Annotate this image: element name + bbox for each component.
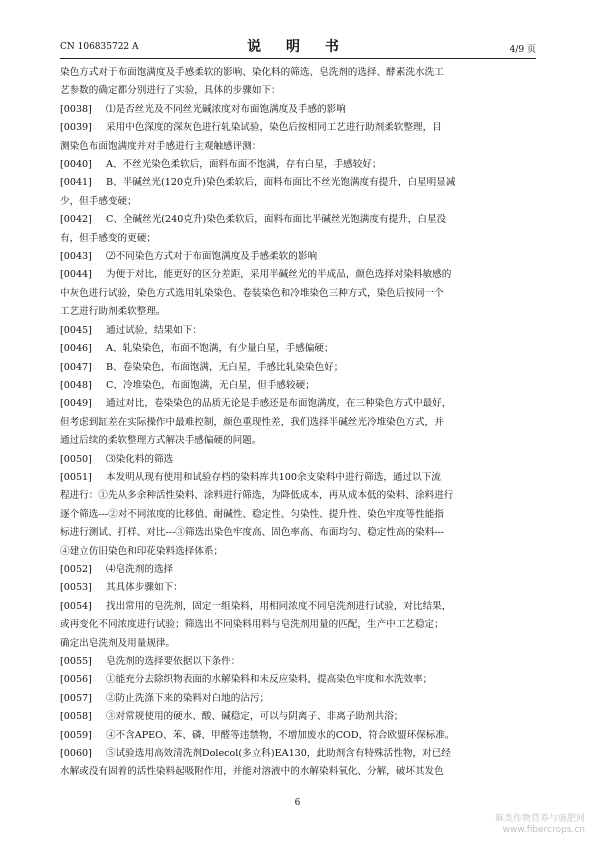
body-line bbox=[60, 322, 536, 340]
line-text: ①能充分去除织物表面的水解染料和未反应染料，提高染色牢度和水洗效率； bbox=[106, 674, 433, 686]
body-line bbox=[60, 598, 536, 616]
body-line bbox=[60, 708, 536, 726]
body-line bbox=[60, 82, 536, 100]
paragraph-number: [0044] bbox=[60, 269, 92, 281]
line-text: 逐个筛选---②对不同浓度的比移值、耐碱性、稳定性、匀染性、提升性、染色牢度等性能指 bbox=[60, 508, 444, 520]
line-text: 有，但手感变的更硬； bbox=[60, 232, 156, 244]
line-text: 其具体步骤如下： bbox=[106, 582, 183, 594]
paragraph-number: [0054] bbox=[60, 600, 92, 612]
paragraph-number: [0040] bbox=[60, 159, 92, 171]
body-line bbox=[60, 230, 536, 248]
line-text: A、不丝光染色柔软后，面料布面不饱满，存有白星，手感较好； bbox=[106, 159, 382, 171]
paragraph-number: [0049] bbox=[60, 398, 92, 410]
line-text: 皂洗剂的选择要依据以下条件： bbox=[106, 656, 241, 667]
body-line bbox=[60, 101, 536, 119]
body-line bbox=[60, 174, 536, 192]
body-line bbox=[60, 64, 536, 82]
body-line bbox=[60, 432, 536, 450]
line-text: B、半碱丝光(120克升)染色柔软后，面料布面比不丝光饱满度有提升，白星明显减 bbox=[106, 177, 456, 189]
document-body bbox=[60, 64, 536, 782]
paragraph-number: [0052] bbox=[60, 563, 92, 575]
line-text: ⑶染化料的筛选 bbox=[106, 453, 174, 465]
paragraph-number: [0042] bbox=[60, 214, 92, 226]
line-text: 中灰色进行试验，染色方式选用轧染染色、卷装染色和冷堆染色三种方式，染色后按同一个 bbox=[60, 287, 444, 299]
document-title: 说 明 书 bbox=[247, 39, 349, 55]
watermark-line-1: 麻类作物营养与施肥网 bbox=[494, 814, 585, 824]
paragraph-number: [0053] bbox=[60, 582, 92, 594]
line-text: C、全碱丝光(240克升)染色柔软后，面料布面比半碱丝光饱满度有提升，白星没 bbox=[106, 214, 447, 226]
paragraph-number: [0051] bbox=[60, 471, 92, 483]
line-text: 水解或没有固着的活性染料起吸附作用，并能对溶液中的水解染料氧化、分解，破坏其发色 bbox=[60, 766, 444, 778]
paragraph-number: [0057] bbox=[60, 692, 92, 704]
line-text: 或再变化不同浓度进行试验；筛选出不同染料用料与皂洗剂用量的匹配，生产中工艺稳定； bbox=[60, 619, 444, 631]
paragraph-number: [0058] bbox=[60, 711, 92, 723]
body-line bbox=[60, 561, 536, 579]
line-text: B、卷染染色，布面饱满，无白星，手感比轧染染色好； bbox=[106, 361, 344, 373]
line-text: A、轧染染色，布面不饱满，有少量白星，手感偏硬； bbox=[106, 343, 334, 355]
body-line bbox=[60, 119, 536, 137]
body-line bbox=[60, 690, 536, 708]
body-line bbox=[60, 763, 536, 781]
patent-number: CN 106835722 A bbox=[60, 42, 139, 52]
line-text: ④不含APEO、苯、磷、甲醛等违禁物，不增加废水的COD，符合欧盟环保标准。 bbox=[106, 729, 455, 741]
body-line bbox=[60, 524, 536, 542]
paragraph-number: [0046] bbox=[60, 343, 92, 355]
line-text: 少，但手感变硬； bbox=[60, 195, 137, 207]
body-line bbox=[60, 377, 536, 395]
line-text: 找出常用的皂洗剂，固定一组染料，用相同浓度不同皂洗剂进行试验，对比结果， bbox=[106, 600, 452, 612]
watermark-line-2: www.fibercrops.cn bbox=[502, 825, 585, 835]
paragraph-number: [0043] bbox=[60, 251, 92, 263]
line-text: 艺参数的确定都分别进行了实验，具体的步骤如下： bbox=[60, 85, 281, 97]
line-text: C、冷堆染色，布面饱满，无白星，但手感较硬； bbox=[106, 379, 315, 391]
line-text: ③对常规使用的硬水、酸、碱稳定，可以与阴离子、非离子助剂共浴； bbox=[106, 711, 404, 723]
body-line bbox=[60, 359, 536, 377]
body-line bbox=[60, 487, 536, 505]
body-line bbox=[60, 138, 536, 156]
page-number: 6 bbox=[294, 798, 301, 808]
body-line bbox=[60, 451, 536, 469]
line-text: 标进行测试、打样、对比---③筛选出染色牢度高、固色率高、布面均匀、稳定性高的染料--- bbox=[60, 527, 445, 539]
line-text: ⑷皂洗剂的选择 bbox=[106, 563, 174, 575]
body-line bbox=[60, 469, 536, 487]
watermark bbox=[495, 814, 585, 836]
line-text: ④建立仿旧染色和印花染料选择体系； bbox=[60, 545, 224, 557]
body-line bbox=[60, 414, 536, 432]
line-text: 通过后续的柔软整理方式解决手感偏硬的问题。 bbox=[60, 435, 262, 447]
paragraph-number: [0039] bbox=[60, 122, 92, 134]
line-text: 本发明从现有使用和试验存档的染料库共100余支染料中进行筛选，通过以下流 bbox=[106, 471, 441, 483]
line-text: ②防止洗涤下来的染料对白地的沾污； bbox=[106, 692, 270, 704]
body-line bbox=[60, 579, 536, 597]
paragraph-number: [0055] bbox=[60, 656, 92, 667]
body-line bbox=[60, 543, 536, 561]
line-text: 程进行：①先从多余种活性染料、涂料进行筛选，为降低成本，再从成本低的染料、涂料进行 bbox=[60, 490, 454, 502]
line-text: 但考虑到缸差在实际操作中最难控制，颜色重现性差，我们选择半碱丝光冷堆染色方式，并 bbox=[60, 416, 444, 428]
line-text: 测染色布面饱满度并对手感进行主观触感评测： bbox=[60, 140, 262, 152]
line-text: 为便于对比，能更好的区分差距，采用半碱丝光的半成品，颜色选择对染料敏感的 bbox=[106, 269, 452, 281]
body-line bbox=[60, 303, 536, 321]
page-count: 4/9 页 bbox=[509, 45, 536, 55]
line-text: 染色方式对于布面饱满度及手感柔软的影响、染化料的筛选、皂洗剂的选择、酵素洗水洗工 bbox=[60, 67, 444, 78]
paragraph-number: [0059] bbox=[60, 729, 92, 741]
line-text: 通过对比，卷染染色的品质无论是手感还是布面饱满度，在三种染色方式中最好， bbox=[106, 398, 452, 410]
body-line bbox=[60, 156, 536, 174]
paragraph-number: [0038] bbox=[60, 103, 92, 115]
line-text: 采用中色深度的深灰色进行轧染试验，染色后按相同工艺进行助剂柔软整理，目 bbox=[106, 122, 442, 134]
body-line bbox=[60, 653, 536, 671]
body-line bbox=[60, 211, 536, 229]
paragraph-number: [0048] bbox=[60, 379, 92, 391]
body-line bbox=[60, 193, 536, 211]
paragraph-number: [0047] bbox=[60, 361, 92, 373]
paragraph-number: [0050] bbox=[60, 453, 92, 465]
body-line bbox=[60, 635, 536, 653]
line-text: ⑤试验选用高效清洗剂Dolecol(多立科)EA130，此助剂含有特殊活性物，对已经 bbox=[106, 748, 451, 760]
line-text: 工艺进行助剂柔软整理。 bbox=[60, 306, 166, 318]
line-text: 通过试验，结果如下： bbox=[106, 324, 202, 336]
paragraph-number: [0041] bbox=[60, 177, 92, 189]
body-line bbox=[60, 248, 536, 266]
body-line bbox=[60, 285, 536, 303]
paragraph-number: [0060] bbox=[60, 748, 92, 760]
paragraph-number: [0045] bbox=[60, 324, 92, 336]
body-line bbox=[60, 395, 536, 413]
body-line bbox=[60, 671, 536, 689]
body-line bbox=[60, 506, 536, 524]
line-text: ⑴是否丝光及不同丝光碱浓度对布面饱满度及手感的影响 bbox=[106, 103, 346, 115]
line-text: ⑵不同染色方式对于布面饱满度及手感柔软的影响 bbox=[106, 251, 318, 263]
body-line bbox=[60, 616, 536, 634]
line-text: 确定出皂洗剂及用量规律。 bbox=[60, 637, 176, 649]
body-line bbox=[60, 340, 536, 358]
body-line bbox=[60, 727, 536, 745]
body-line bbox=[60, 266, 536, 284]
paragraph-number: [0056] bbox=[60, 674, 92, 686]
page-header bbox=[60, 36, 536, 59]
body-line bbox=[60, 745, 536, 763]
